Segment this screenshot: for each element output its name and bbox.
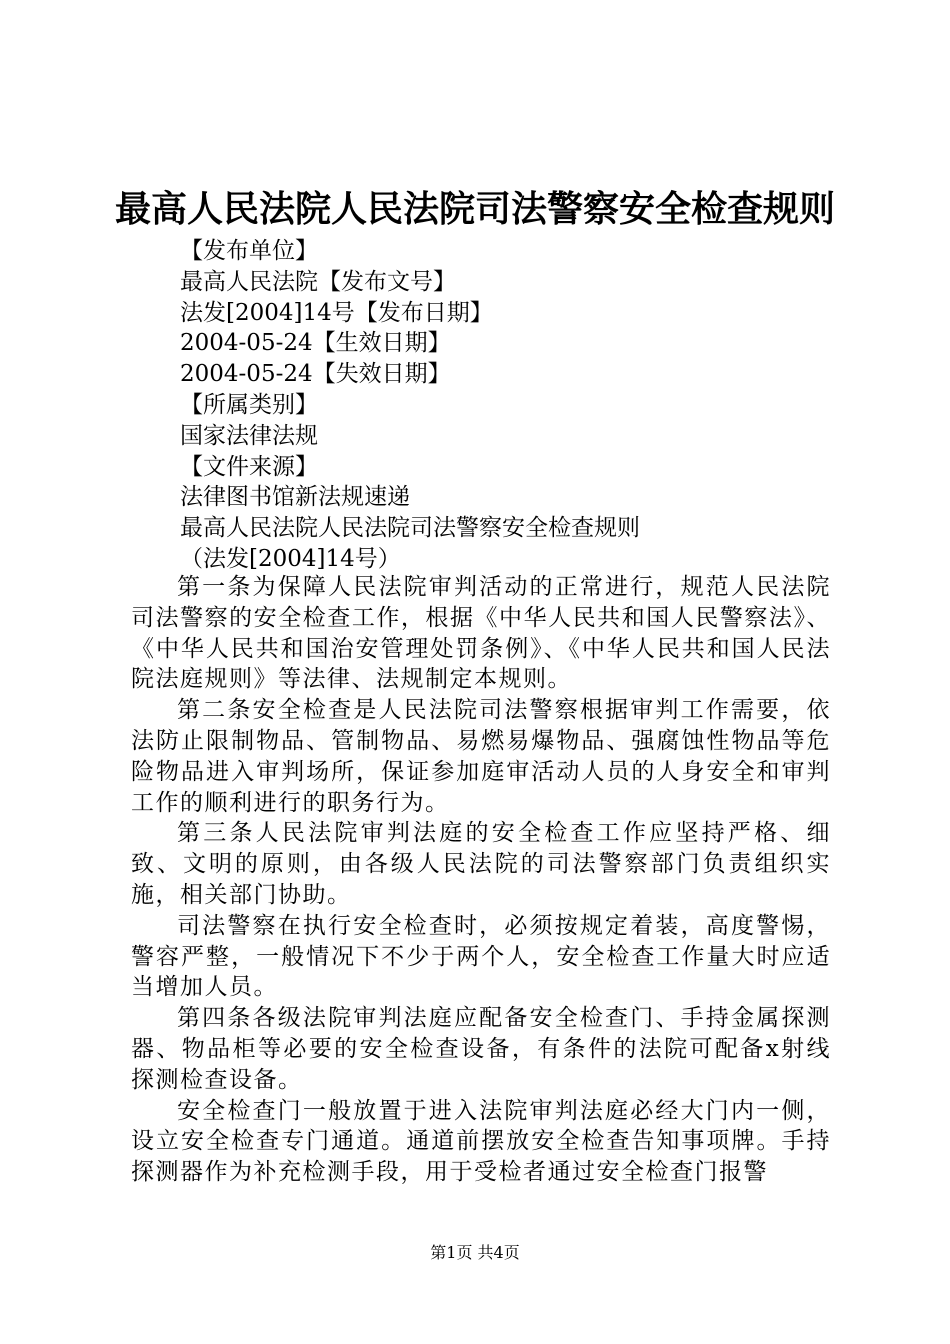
- article-paragraph: 司法警察在执行安全检查时，必须按规定着装，高度警惕，警容严整，一般情况下不少于两个人，安全检查工作量大时应适当增加人员。: [131, 912, 831, 1001]
- article-paragraph: 安全检查门一般放置于进入法院审判法庭必经大门内一侧，设立安全检查专门通道。通道前摆放安全检查告知事项牌。手持探测器作为补充检测手段，用于受检者通过安全检查门报警: [131, 1097, 831, 1186]
- document-meta: [180, 236, 860, 575]
- meta-line: 【文件来源】: [180, 453, 318, 480]
- document-body: [131, 572, 831, 1188]
- meta-line: 最高人民法院【发布文号】: [180, 268, 456, 295]
- meta-line: 最高人民法院人民法院司法警察安全检查规则: [180, 515, 640, 542]
- meta-line: 2004-05-24【失效日期】: [180, 361, 451, 388]
- meta-line: 【所属类别】: [180, 391, 318, 418]
- article-paragraph: 第一条为保障人民法院审判活动的正常进行，规范人民法院司法警察的安全检查工作，根据《中华人民共和国人民警察法》、《中华人民共和国治安管理处罚条例》、《中华人民共和国人民法院法庭规则》等法律、法规制定本规则。: [131, 574, 831, 693]
- document-title: 最高人民法院人民法院司法警察安全检查规则: [114, 188, 835, 230]
- meta-line: 法发[2004]14号【发布日期】: [180, 299, 493, 326]
- meta-line: （法发[2004]14号）: [180, 545, 401, 572]
- meta-line: 法律图书馆新法规速递: [180, 484, 410, 511]
- page-footer: 第1页 共4页: [430, 1243, 520, 1262]
- article-paragraph: 第三条人民法院审判法庭的安全检查工作应坚持严格、细致、文明的原则，由各级人民法院的司法警察部门负责组织实施，相关部门协助。: [131, 820, 831, 908]
- meta-line: 国家法律法规: [180, 422, 318, 449]
- article-paragraph: 第四条各级法院审判法庭应配备安全检查门、手持金属探测器、物品柜等必要的安全检查设备，有条件的法院可配备x射线探测检查设备。: [131, 1005, 831, 1093]
- article-paragraph: 第二条安全检查是人民法院司法警察根据审判工作需要，依法防止限制物品、管制物品、易燃易爆物品、强腐蚀性物品等危险物品进入审判场所，保证参加庭审活动人员的人身安全和审判工作的顺利进行的职务行为。: [131, 697, 831, 816]
- meta-line: 2004-05-24【生效日期】: [180, 330, 451, 357]
- meta-line: 【发布单位】: [180, 238, 318, 264]
